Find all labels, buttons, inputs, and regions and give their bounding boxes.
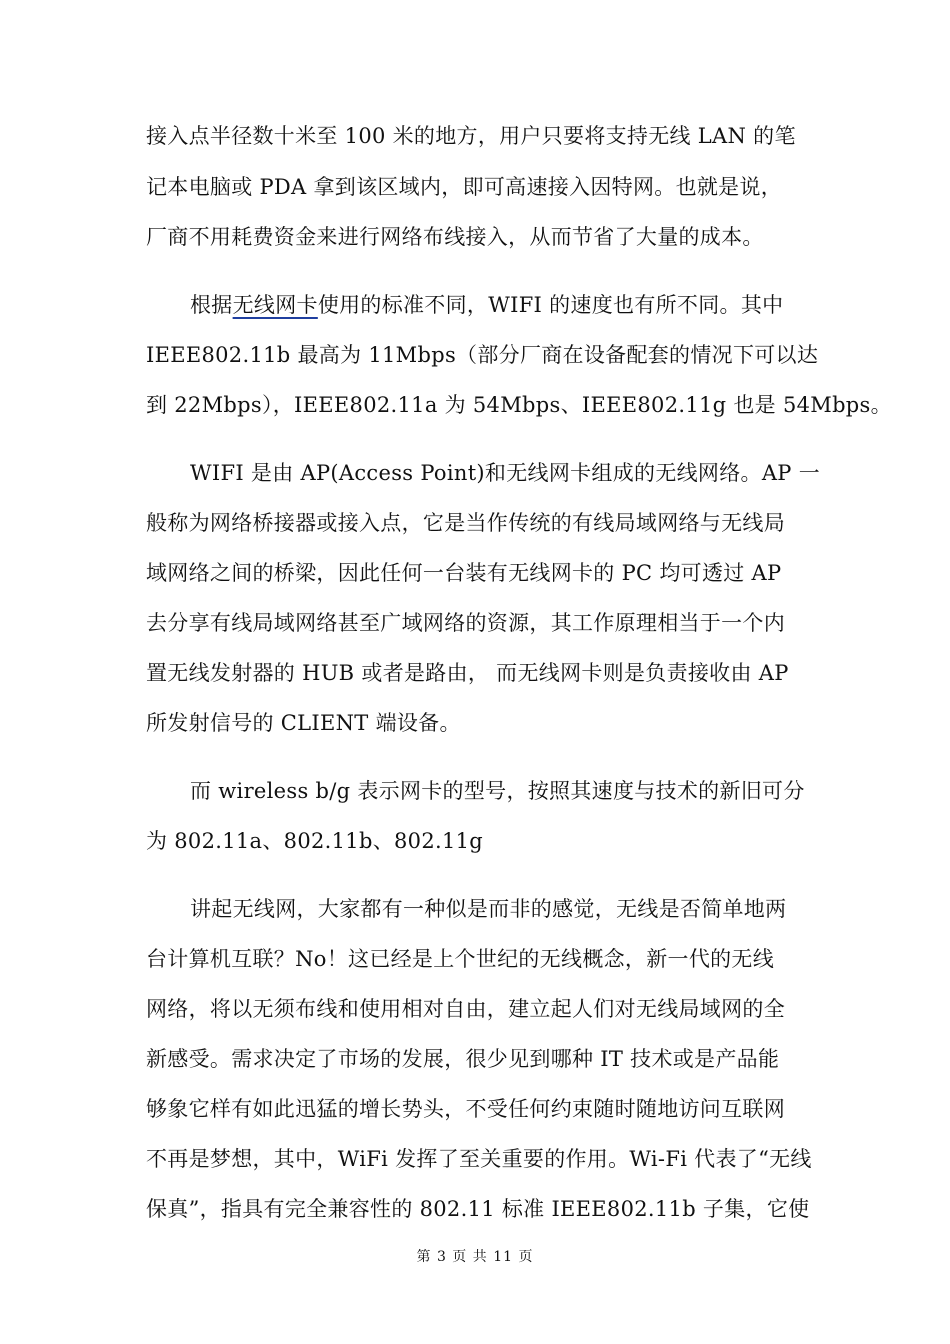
paragraph-first-line: WIFI 是由 AP(Access Point)和无线网卡组成的无线网络。AP 一: [190, 461, 820, 485]
paragraph-first-line: 而 wireless b/g 表示网卡的型号，按照其速度与技术的新旧可分: [190, 779, 805, 803]
text-span: 根据: [190, 293, 233, 317]
paragraph-line: 到 22Mbps），IEEE802.11a 为 54Mbps、IEEE802.11g 也是 54Mbps。: [146, 393, 892, 417]
paragraph-line: 台计算机互联？No！这已经是上个世纪的无线概念，新一代的无线: [146, 947, 775, 971]
paragraph-line: 够象它样有如此迅猛的增长势头，不受任何约束随时随地访问互联网: [146, 1097, 785, 1121]
paragraph-first-line: 讲起无线网，大家都有一种似是而非的感觉，无线是否简单地两: [190, 897, 787, 921]
paragraph-first-line: [190, 290, 810, 320]
paragraph-line: 厂商不用耗费资金来进行网络布线接入，从而节省了大量的成本。: [146, 225, 764, 249]
paragraph-line: 般称为网络桥接器或接入点，它是当作传统的有线局域网络与无线局: [146, 511, 785, 535]
paragraph-line: 为 802.11a、802.11b、802.11g: [146, 829, 484, 853]
paragraph-line: 网络，将以无须布线和使用相对自由，建立起人们对无线局域网的全: [146, 997, 785, 1021]
paragraph-line: IEEE802.11b 最高为 11Mbps（部分厂商在设备配套的情况下可以达: [146, 343, 819, 367]
paragraph-line: 保真”，指具有完全兼容性的 802.11 标准 IEEE802.11b 子集，它使: [146, 1197, 810, 1221]
wireless-card-link[interactable]: 无线网卡: [232, 293, 318, 317]
paragraph-line: 置无线发射器的 HUB 或者是路由， 而无线网卡则是负责接收由 AP: [146, 661, 789, 685]
paragraph-line: 新感受。需求决定了市场的发展，很少见到哪种 IT 技术或是产品能: [146, 1047, 780, 1071]
paragraph-line: 接入点半径数十米至 100 米的地方，用户只要将支持无线 LAN 的笔: [146, 124, 796, 148]
paragraph-line: 去分享有线局域网络甚至广域网络的资源，其工作原理相当于一个内: [146, 611, 785, 635]
paragraph-line: 所发射信号的 CLIENT 端设备。: [146, 711, 461, 735]
paragraph-line: 记本电脑或 PDA 拿到该区域内，即可高速接入因特网。也就是说，: [146, 175, 783, 199]
text-span: 使用的标准不同，WIFI 的速度也有所不同。其中: [317, 293, 784, 317]
paragraph-line: 不再是梦想，其中，WiFi 发挥了至关重要的作用。Wi-Fi 代表了“无线: [146, 1147, 812, 1171]
page-number-footer: 第 3 页 共 11 页: [416, 1249, 534, 1265]
paragraph-line: 域网络之间的桥梁，因此任何一台装有无线网卡的 PC 均可透过 AP: [146, 561, 782, 585]
